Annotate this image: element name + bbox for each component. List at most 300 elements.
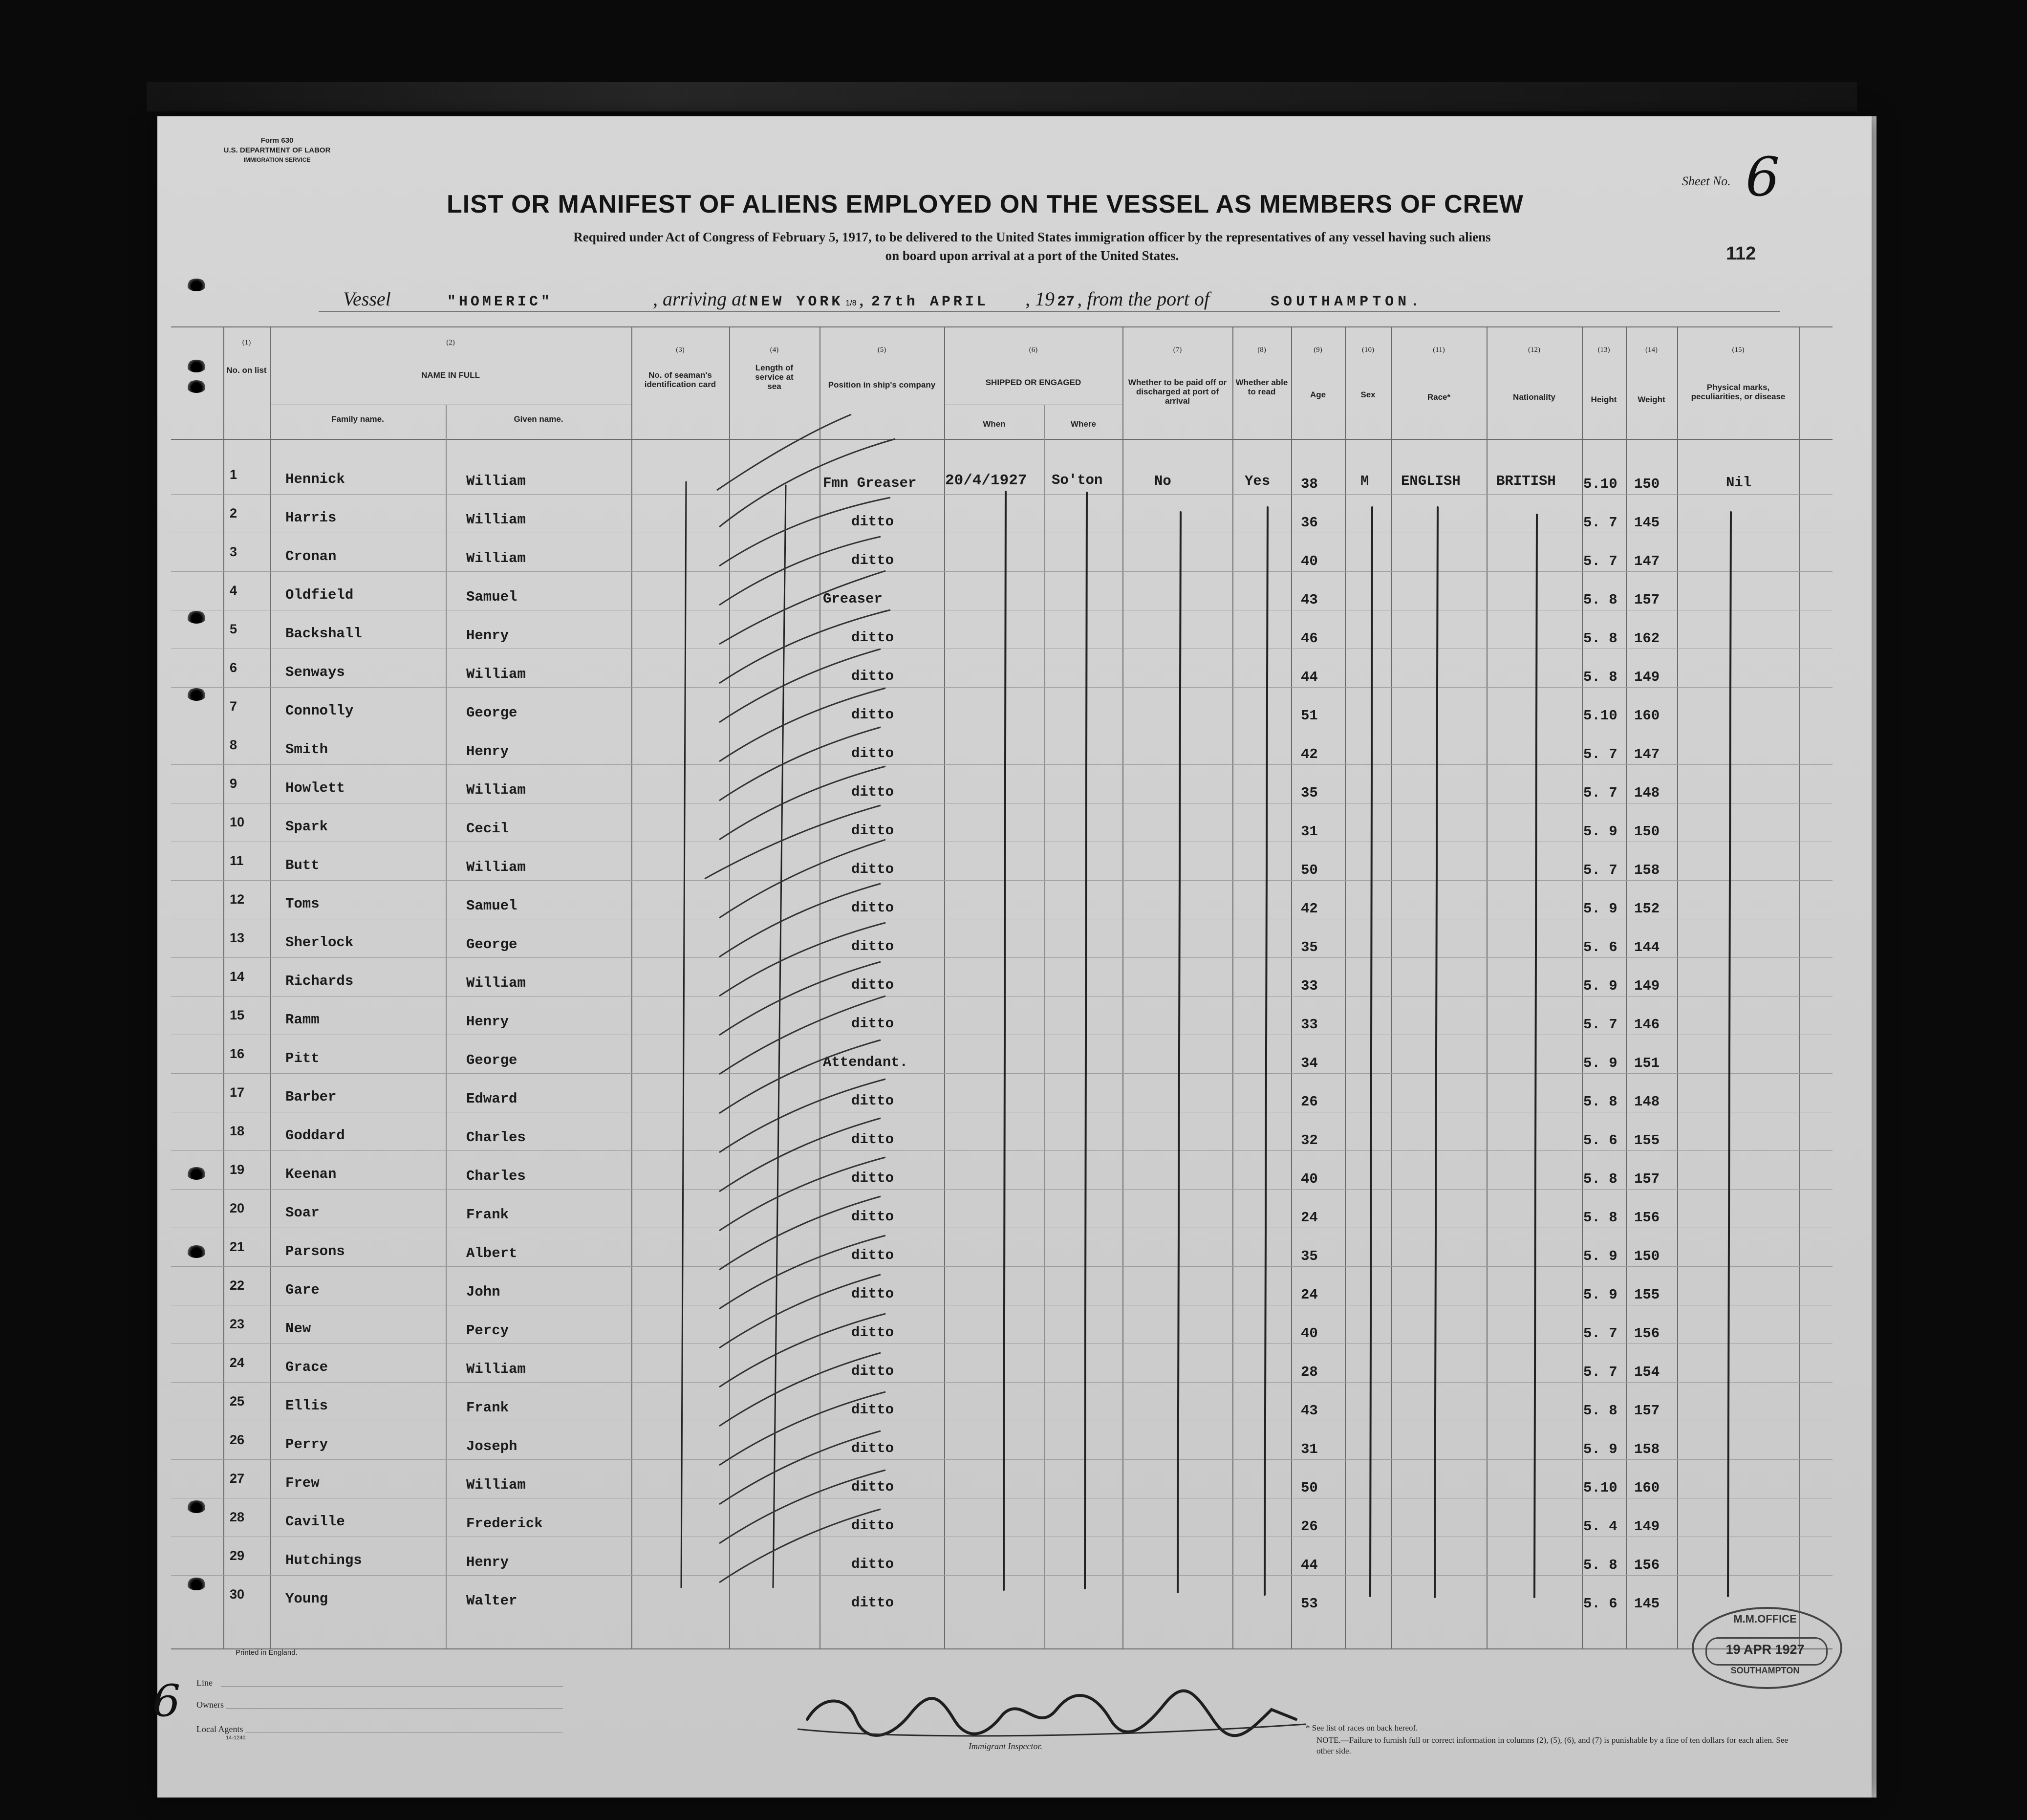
family-name: Smith <box>285 741 328 758</box>
position: ditto <box>851 1595 894 1611</box>
arrival-port: NEW YORK <box>749 294 843 310</box>
weight: 149 <box>1634 978 1660 994</box>
weight: 149 <box>1634 1518 1660 1535</box>
family-name: Harris <box>285 510 337 526</box>
row-number: 23 <box>230 1317 245 1331</box>
col2-header: NAME IN FULL <box>421 370 480 380</box>
family-name: Gare <box>285 1282 320 1298</box>
family-name: Butt <box>285 857 320 873</box>
position: ditto <box>851 745 894 761</box>
footer-note: NOTE.—Failure to furnish full or correct information in columns (2), (5), (6), and (7) is punishable by a fine of ten dollars for each alien. See other side. <box>1316 1735 1788 1755</box>
nationality: BRITISH <box>1496 473 1556 489</box>
position: ditto <box>851 629 894 646</box>
position: Greaser <box>823 591 883 607</box>
weight: 151 <box>1634 1055 1660 1071</box>
row-number: 18 <box>230 1124 245 1138</box>
vessel-label: Vessel <box>343 288 391 310</box>
given-name: Henry <box>466 628 509 644</box>
sheet-number: 6 <box>1746 146 1780 208</box>
departure-port: SOUTHAMPTON. <box>1271 294 1423 310</box>
row-number: 4 <box>230 583 237 598</box>
position: ditto <box>851 1440 894 1456</box>
weight: 158 <box>1634 1441 1660 1457</box>
ditto-stroke-paid <box>1178 512 1181 1592</box>
date-sep: , <box>859 288 864 310</box>
position: ditto <box>851 900 894 916</box>
owners-rule <box>226 1708 563 1709</box>
position: ditto <box>851 1479 894 1495</box>
row-number: 1 <box>230 467 237 482</box>
row-number: 28 <box>230 1510 245 1524</box>
age: 31 <box>1301 1441 1318 1457</box>
manifest-page <box>152 116 1872 1798</box>
height: 5. 7 <box>1583 785 1617 801</box>
position: ditto <box>851 938 894 954</box>
row-number: 16 <box>230 1046 245 1061</box>
age: 43 <box>1301 1403 1318 1419</box>
family-name: Keenan <box>285 1166 337 1182</box>
given-name: Henry <box>466 743 509 759</box>
given-name: Samuel <box>466 898 518 914</box>
row-number: 9 <box>230 776 237 791</box>
document-title: LIST OR MANIFEST OF ALIENS EMPLOYED ON THE VESSEL AS MEMBERS OF CREW <box>447 190 1524 218</box>
col15-num: (15) <box>1732 346 1745 354</box>
height: 5. 8 <box>1583 1171 1617 1187</box>
weight: 154 <box>1634 1364 1660 1380</box>
age: 28 <box>1301 1364 1318 1380</box>
given-name: William <box>466 782 526 798</box>
position: ditto <box>851 552 894 568</box>
col10-num: (10) <box>1362 346 1374 354</box>
year-prefix: , 19 <box>1025 288 1055 310</box>
given-name: Albert <box>466 1245 518 1261</box>
sheet-label: Sheet No. <box>1682 174 1731 188</box>
position: ditto <box>851 784 894 800</box>
row-number: 30 <box>230 1587 245 1602</box>
weight: 147 <box>1634 553 1660 569</box>
document-subtitle-2: on board upon arrival at a port of the United States. <box>885 248 1179 263</box>
punch-hole <box>187 1167 206 1180</box>
position: ditto <box>851 977 894 993</box>
family-name: Sherlock <box>285 934 354 951</box>
shipped-where: So'ton <box>1052 472 1103 488</box>
page-number: 112 <box>1726 243 1756 264</box>
given-name: William <box>466 1361 526 1377</box>
weight: 155 <box>1634 1132 1660 1148</box>
weight: 157 <box>1634 592 1660 608</box>
arriving-label: , arriving at <box>652 288 747 310</box>
age: 42 <box>1301 901 1318 917</box>
given-name: Charles <box>466 1129 526 1146</box>
punch-hole <box>187 360 206 372</box>
family-name: Goddard <box>285 1127 345 1144</box>
row-number: 3 <box>230 544 237 559</box>
height: 5. 7 <box>1583 746 1617 762</box>
given-name: William <box>466 859 526 875</box>
col4-num: (4) <box>770 346 779 354</box>
printed-in: Printed in England. <box>236 1648 298 1657</box>
ditto-stroke-nationality <box>1534 515 1537 1597</box>
family-name: Barber <box>285 1089 337 1105</box>
row-number: 29 <box>230 1548 245 1563</box>
vessel-name: "HOMERIC" <box>447 294 553 310</box>
height: 5. 9 <box>1583 1441 1617 1457</box>
row-number: 10 <box>230 815 245 829</box>
check-ticks <box>705 414 895 1582</box>
col2-given-header: Given name. <box>514 414 563 424</box>
col11-header: Race* <box>1427 392 1451 402</box>
row-number: 22 <box>230 1278 245 1293</box>
row-number: 21 <box>230 1239 245 1254</box>
age: 33 <box>1301 1017 1318 1033</box>
age: 50 <box>1301 1480 1318 1496</box>
position: ditto <box>851 514 894 530</box>
paid-off: No <box>1154 473 1171 489</box>
given-name: Samuel <box>466 589 518 605</box>
height: 5.10 <box>1583 708 1617 724</box>
position: ditto <box>851 1517 894 1534</box>
height: 5. 7 <box>1583 862 1617 878</box>
family-name: Pitt <box>285 1050 320 1066</box>
weight: 146 <box>1634 1017 1660 1033</box>
height: 5. 7 <box>1583 553 1617 569</box>
age: 46 <box>1301 630 1318 647</box>
ditto-stroke-sex <box>1370 507 1372 1596</box>
given-name: George <box>466 705 518 721</box>
family-name: Backshall <box>285 626 362 642</box>
punch-hole <box>187 1578 206 1590</box>
given-name: Cecil <box>466 821 509 837</box>
weight: 150 <box>1634 823 1660 840</box>
col3-num: (3) <box>676 346 685 354</box>
handwritten-sheet-number: 6 <box>152 1675 181 1727</box>
height: 5. 9 <box>1583 823 1617 840</box>
position: ditto <box>851 1556 894 1572</box>
age: 35 <box>1301 785 1318 801</box>
row-number: 19 <box>230 1162 245 1177</box>
weight: 152 <box>1634 901 1660 917</box>
row-number: 11 <box>230 853 244 868</box>
height: 5.10 <box>1583 1480 1617 1496</box>
given-name: Walter <box>466 1593 518 1609</box>
able-to-read: Yes <box>1245 473 1271 489</box>
height: 5. 8 <box>1583 1403 1617 1419</box>
age: 53 <box>1301 1596 1318 1612</box>
col5-header: Position in ship's company <box>828 380 936 390</box>
given-name: Joseph <box>466 1438 518 1454</box>
row-number: 5 <box>230 622 237 636</box>
height: 5. 9 <box>1583 1055 1617 1071</box>
line-label: Line <box>196 1678 213 1688</box>
position: ditto <box>851 1131 894 1148</box>
col14-header: Weight <box>1638 395 1665 404</box>
family-name: Perry <box>285 1436 328 1452</box>
position: ditto <box>851 861 894 877</box>
row-number: 8 <box>230 737 237 752</box>
col9-num: (9) <box>1314 346 1322 354</box>
col11-num: (11) <box>1433 346 1445 354</box>
position: ditto <box>851 668 894 684</box>
family-name: Frew <box>285 1475 320 1491</box>
age: 35 <box>1301 939 1318 955</box>
given-name: William <box>466 473 526 489</box>
position: ditto <box>851 1402 894 1418</box>
races-note: * See list of races on back hereof. <box>1306 1723 1418 1733</box>
col5-num: (5) <box>877 346 886 354</box>
weight: 157 <box>1634 1403 1660 1419</box>
col6-when-header: When <box>983 419 1006 429</box>
col7-header: Whether to be paid off or discharged at port of arrival <box>1128 378 1227 406</box>
col2-num: (2) <box>446 339 455 347</box>
family-name: Hennick <box>285 471 345 487</box>
row-number: 13 <box>230 931 245 945</box>
col8-num: (8) <box>1257 346 1266 354</box>
age: 34 <box>1301 1055 1318 1071</box>
position: ditto <box>851 1016 894 1032</box>
weight: 145 <box>1634 515 1660 531</box>
weight: 150 <box>1634 1248 1660 1264</box>
age: 26 <box>1301 1094 1318 1110</box>
given-name: Henry <box>466 1554 509 1570</box>
col1-num: (1) <box>242 339 251 347</box>
height: 5.10 <box>1583 476 1617 492</box>
weight: 156 <box>1634 1325 1660 1342</box>
given-name: Frank <box>466 1400 509 1416</box>
punch-hole <box>187 1245 206 1258</box>
department: U.S. DEPARTMENT OF LABOR <box>223 146 331 154</box>
scan-edge-artifact <box>147 82 1857 111</box>
stamp-bottom-text: SOUTHAMPTON <box>1730 1666 1800 1675</box>
position: ditto <box>851 1363 894 1379</box>
sex: M <box>1360 473 1369 489</box>
age: 40 <box>1301 1325 1318 1342</box>
position: ditto <box>851 1209 894 1225</box>
family-name: Ellis <box>285 1398 328 1414</box>
family-name: Ramm <box>285 1012 320 1028</box>
height: 5. 8 <box>1583 592 1617 608</box>
given-name: John <box>466 1284 500 1300</box>
col6-where-header: Where <box>1071 419 1096 429</box>
age: 44 <box>1301 1557 1318 1573</box>
height: 5. 9 <box>1583 1287 1617 1303</box>
physical-marks: Nil <box>1726 475 1752 491</box>
col10-header: Sex <box>1360 390 1376 399</box>
position: ditto <box>851 1247 894 1263</box>
family-name: Spark <box>285 819 328 835</box>
punch-hole <box>187 611 206 624</box>
stamp-date: 19 APR 1927 <box>1725 1642 1805 1657</box>
row-number: 7 <box>230 699 237 714</box>
age: 32 <box>1301 1132 1318 1148</box>
position: Attendant. <box>823 1054 908 1070</box>
height: 5. 9 <box>1583 901 1617 917</box>
age: 31 <box>1301 823 1318 840</box>
height: 5. 7 <box>1583 1017 1617 1033</box>
row-number: 17 <box>230 1085 245 1100</box>
age: 43 <box>1301 592 1318 608</box>
age: 40 <box>1301 1171 1318 1187</box>
given-name: George <box>466 1052 518 1068</box>
owners-label: Owners <box>196 1700 224 1710</box>
age: 36 <box>1301 515 1318 531</box>
weight: 149 <box>1634 669 1660 685</box>
ditto-stroke-race <box>1435 507 1438 1597</box>
age: 26 <box>1301 1518 1318 1535</box>
col7-num: (7) <box>1173 346 1182 354</box>
weight: 158 <box>1634 862 1660 878</box>
service: IMMIGRATION SERVICE <box>243 156 311 163</box>
punch-hole <box>187 380 206 393</box>
col2-family-header: Family name. <box>331 414 384 424</box>
age: 38 <box>1301 476 1318 492</box>
arrival-year: 27 <box>1057 294 1075 310</box>
height: 5. 6 <box>1583 1132 1617 1148</box>
shipped-when: 20/4/1927 <box>945 472 1027 489</box>
row-number: 14 <box>230 969 245 984</box>
weight: 160 <box>1634 1480 1660 1496</box>
line-rule <box>221 1686 563 1687</box>
weight: 145 <box>1634 1596 1660 1612</box>
ditto-marks-overlay <box>157 116 1872 1798</box>
age: 44 <box>1301 669 1318 685</box>
height: 5. 8 <box>1583 1094 1617 1110</box>
row-number: 24 <box>230 1355 245 1370</box>
weight: 147 <box>1634 746 1660 762</box>
height: 5. 7 <box>1583 1364 1617 1380</box>
position: ditto <box>851 1093 894 1109</box>
height: 5. 8 <box>1583 1210 1617 1226</box>
height: 5. 8 <box>1583 630 1617 647</box>
agents-label: Local Agents <box>196 1724 243 1734</box>
given-name: Frank <box>466 1207 509 1223</box>
row-number: 26 <box>230 1432 245 1447</box>
row-number: 6 <box>230 660 237 675</box>
given-name: William <box>466 666 526 682</box>
ditto-stroke-when <box>1004 492 1006 1590</box>
arrival-date: 27th APRIL <box>871 294 989 310</box>
row-number: 20 <box>230 1201 245 1215</box>
age: 40 <box>1301 553 1318 569</box>
col1-header: No. on list <box>226 366 267 375</box>
family-name: Senways <box>285 664 345 680</box>
family-name: Connolly <box>285 703 354 719</box>
race: ENGLISH <box>1401 473 1461 489</box>
stamp-top-text: M.M.OFFICE <box>1733 1613 1797 1625</box>
weight: 160 <box>1634 708 1660 724</box>
position: ditto <box>851 1170 894 1186</box>
col4-header: Length of service at sea <box>755 363 794 391</box>
weight: 156 <box>1634 1557 1660 1573</box>
col15-header: Physical marks, peculiarities, or disease <box>1691 383 1786 401</box>
from-port-label: , from the port of <box>1077 288 1209 310</box>
family-name: Oldfield <box>285 587 354 603</box>
id-card-stroke <box>681 482 686 1587</box>
given-name: William <box>466 975 526 991</box>
given-name: William <box>466 1477 526 1493</box>
ditto-stroke-marks <box>1728 512 1731 1596</box>
family-name: Toms <box>285 896 320 912</box>
age: 33 <box>1301 978 1318 994</box>
col13-num: (13) <box>1597 346 1610 354</box>
col12-num: (12) <box>1528 346 1540 354</box>
height: 5. 9 <box>1583 978 1617 994</box>
given-name: Percy <box>466 1322 509 1339</box>
family-name: Young <box>285 1591 328 1607</box>
given-name: Charles <box>466 1168 526 1184</box>
position: ditto <box>851 823 894 839</box>
ditto-stroke-where <box>1085 493 1087 1588</box>
family-name: Howlett <box>285 780 345 796</box>
height: 5. 7 <box>1583 1325 1617 1342</box>
family-name: Cronan <box>285 548 337 564</box>
weight: 156 <box>1634 1210 1660 1226</box>
position: ditto <box>851 1286 894 1302</box>
family-name: Hutchings <box>285 1552 362 1568</box>
row-number: 25 <box>230 1394 245 1408</box>
col12-header: Nationality <box>1513 392 1555 402</box>
given-name: William <box>466 512 526 528</box>
punch-hole <box>187 688 206 701</box>
col6-header: SHIPPED OR ENGAGED <box>985 378 1081 387</box>
punch-hole <box>187 279 206 291</box>
punch-hole <box>187 1500 206 1513</box>
family-name: Parsons <box>285 1243 345 1259</box>
row-number: 12 <box>230 892 245 907</box>
age: 42 <box>1301 746 1318 762</box>
position: ditto <box>851 1324 894 1341</box>
weight: 148 <box>1634 1094 1660 1110</box>
given-name: George <box>466 936 518 953</box>
row-number: 15 <box>230 1008 245 1022</box>
port-note: 1/8 <box>845 299 857 307</box>
family-name: Caville <box>285 1514 345 1530</box>
height: 5. 8 <box>1583 1557 1617 1573</box>
document-subtitle-1: Required under Act of Congress of February 5, 1917, to be delivered to the United States immigration officer by the representatives of any vessel having such aliens <box>573 230 1491 244</box>
weight: 144 <box>1634 939 1660 955</box>
weight: 150 <box>1634 476 1660 492</box>
given-name: Henry <box>466 1014 509 1030</box>
col14-num: (14) <box>1645 346 1658 354</box>
family-name: Grace <box>285 1359 328 1375</box>
ditto-stroke-read <box>1265 507 1268 1595</box>
col3-header: No. of seaman's identification card <box>644 370 716 389</box>
age: 50 <box>1301 862 1318 878</box>
row-number: 27 <box>230 1471 245 1486</box>
given-name: Frederick <box>466 1516 543 1532</box>
age: 24 <box>1301 1210 1318 1226</box>
height: 5. 9 <box>1583 1248 1617 1264</box>
col8-header: Whether able to read <box>1235 378 1288 396</box>
age: 51 <box>1301 708 1318 724</box>
form-code: 14-1240 <box>226 1735 246 1741</box>
position: ditto <box>851 707 894 723</box>
weight: 157 <box>1634 1171 1660 1187</box>
position: Fmn Greaser <box>823 475 917 491</box>
col6-num: (6) <box>1029 346 1038 354</box>
age: 35 <box>1301 1248 1318 1264</box>
given-name: William <box>466 550 526 566</box>
weight: 155 <box>1634 1287 1660 1303</box>
age: 24 <box>1301 1287 1318 1303</box>
family-name: Soar <box>285 1205 320 1221</box>
inspector-label: Immigrant Inspector. <box>969 1741 1042 1751</box>
height: 5. 7 <box>1583 515 1617 531</box>
family-name: New <box>285 1321 311 1337</box>
weight: 148 <box>1634 785 1660 801</box>
col9-header: Age <box>1310 390 1326 399</box>
weight: 162 <box>1634 630 1660 647</box>
height: 5. 8 <box>1583 669 1617 685</box>
